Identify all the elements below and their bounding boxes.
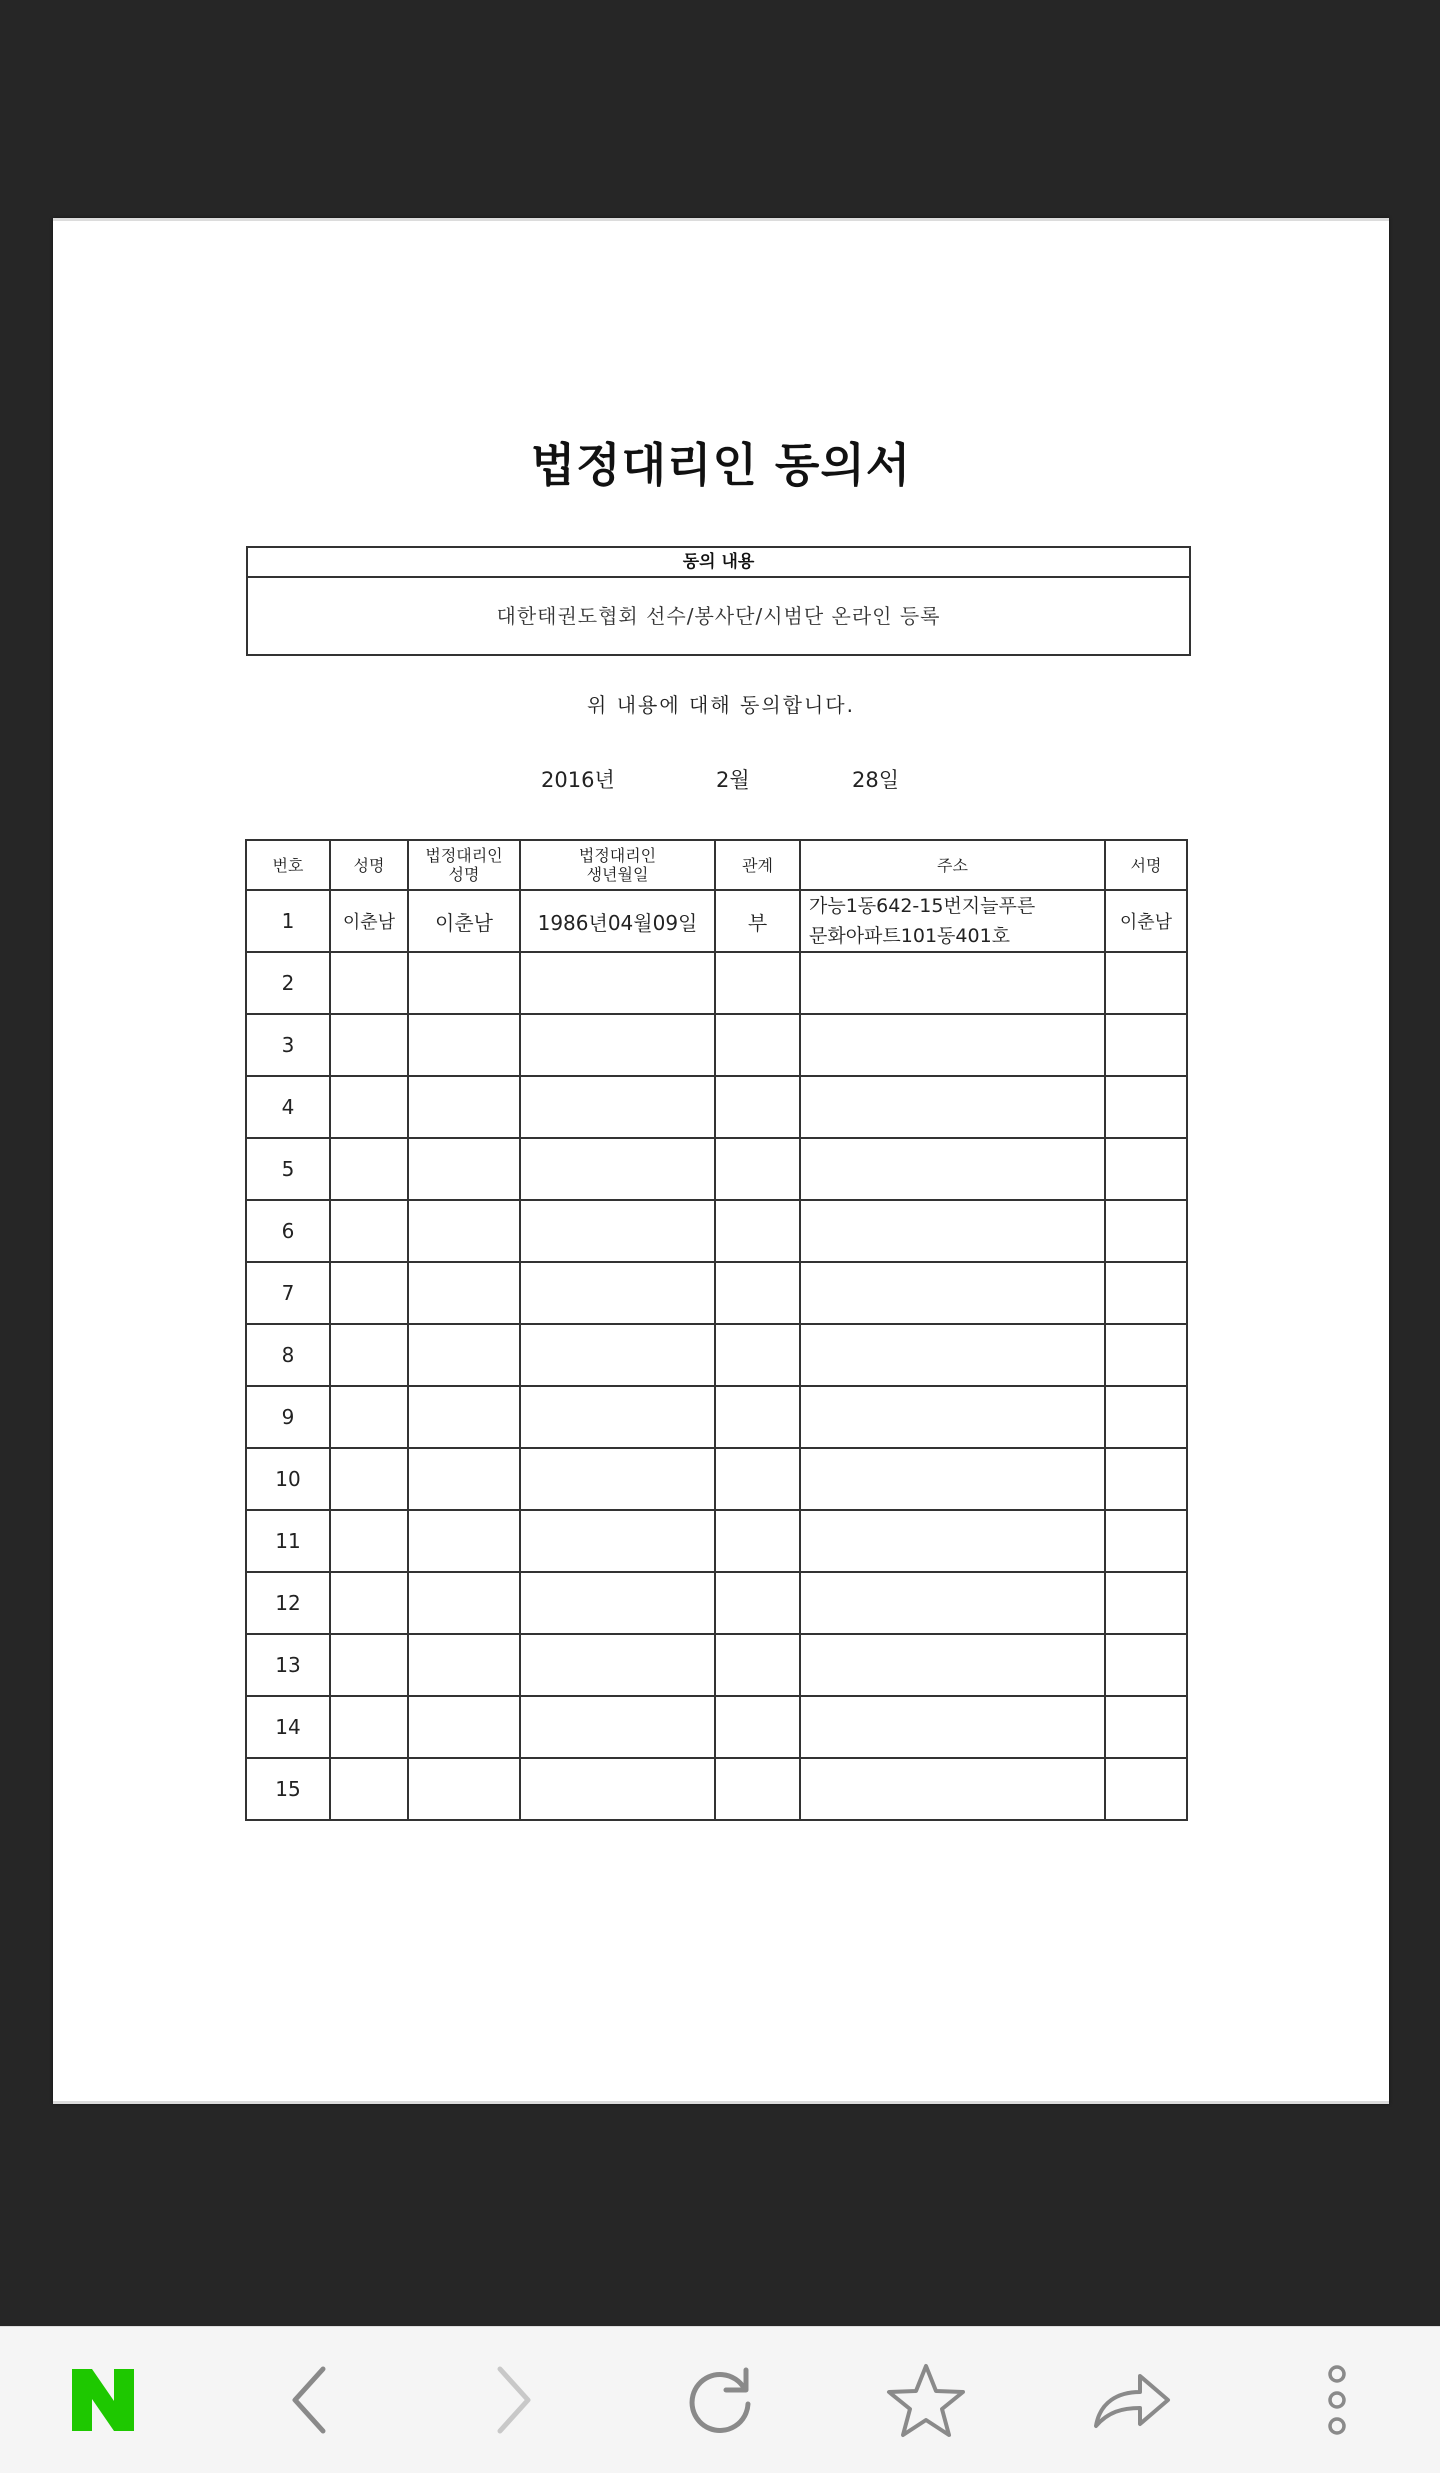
cell-address [800,1572,1105,1634]
cell-signature [1105,1572,1187,1634]
cell-address [800,1200,1105,1262]
table-row [246,1758,1187,1820]
cell-student-name [330,1572,408,1634]
cell-signature [1105,1758,1187,1820]
cell-guardian-name [408,1200,520,1262]
cell-guardian-name [408,1262,520,1324]
cell-relation [715,1386,800,1448]
cell-signature [1105,1696,1187,1758]
cell-signature [1105,1324,1187,1386]
cell-address [800,1386,1105,1448]
cell-relation [715,1014,800,1076]
cell-address [800,1510,1105,1572]
col-guardian-birth-header: 법정대리인 생년월일 [520,840,715,890]
cell-relation [715,1324,800,1386]
cell-relation: 부 [715,890,800,952]
col-guardian-name-header: 법정대리인 성명 [408,840,520,890]
cell-address [800,1138,1105,1200]
cell-relation [715,1572,800,1634]
cell-guardian-name [408,1448,520,1510]
cell-relation [715,1634,800,1696]
cell-signature [1105,1200,1187,1262]
cell-relation [715,1138,800,1200]
cell-row-number: 9 [246,1386,330,1448]
refresh-button[interactable] [660,2340,780,2460]
cell-guardian-birthdate [520,1014,715,1076]
col-signature-header: 서명 [1105,840,1187,890]
cell-student-name [330,1014,408,1076]
back-button[interactable] [249,2340,369,2460]
cell-guardian-birthdate [520,1634,715,1696]
cell-guardian-birthdate [520,1758,715,1820]
agree-statement: 위 내용에 대해 동의합니다. [587,693,855,717]
table-row [246,890,1187,952]
cell-guardian-birthdate [520,1138,715,1200]
table-row [246,1572,1187,1634]
document-page [53,218,1389,2104]
cell-guardian-birthdate [520,1696,715,1758]
cell-signature [1105,1076,1187,1138]
table-row [246,1076,1187,1138]
cell-relation [715,1448,800,1510]
cell-guardian-name [408,1138,520,1200]
cell-guardian-name [408,1324,520,1386]
cell-relation [715,1758,800,1820]
cell-guardian-name [408,1076,520,1138]
cell-row-number: 1 [246,890,330,952]
cell-address [800,1262,1105,1324]
cell-row-number: 12 [246,1572,330,1634]
table-row [246,1510,1187,1572]
table-row [246,1448,1187,1510]
cell-row-number: 5 [246,1138,330,1200]
cell-row-number: 14 [246,1696,330,1758]
cell-guardian-birthdate [520,1386,715,1448]
forward-arrow-icon [492,2365,536,2435]
cell-relation [715,1510,800,1572]
share-button[interactable] [1071,2340,1191,2460]
cell-signature [1105,1448,1187,1510]
cell-student-name [330,1138,408,1200]
cell-row-number: 4 [246,1076,330,1138]
table-row [246,1324,1187,1386]
date-day: 28일 [852,768,900,792]
cell-address [800,1448,1105,1510]
col-name-header: 성명 [330,840,408,890]
cell-student-name: 이춘남 [330,890,408,952]
cell-guardian-name: 이춘남 [408,890,520,952]
table-body [246,890,1187,1820]
cell-guardian-name [408,1572,520,1634]
bookmark-button[interactable] [866,2340,986,2460]
cell-address [800,1014,1105,1076]
cell-address [800,1696,1105,1758]
cell-address: 가능1동642-15번지늘푸른 문화아파트101동401호 [800,890,1105,952]
cell-student-name [330,1510,408,1572]
cell-guardian-birthdate [520,1448,715,1510]
table-row [246,1696,1187,1758]
guardian-table [245,839,1188,1821]
date-month: 2월 [716,768,750,792]
cell-signature [1105,1014,1187,1076]
cell-guardian-birthdate [520,1262,715,1324]
cell-row-number: 7 [246,1262,330,1324]
cell-student-name [330,1324,408,1386]
col-number-header: 번호 [246,840,330,890]
cell-student-name [330,1448,408,1510]
consent-box [246,546,1191,656]
cell-signature [1105,1634,1187,1696]
cell-guardian-birthdate: 1986년04월09일 [520,890,715,952]
cell-student-name [330,1386,408,1448]
cell-guardian-birthdate [520,952,715,1014]
cell-row-number: 13 [246,1634,330,1696]
naver-home-icon [68,2367,138,2433]
cell-guardian-birthdate [520,1510,715,1572]
cell-student-name [330,1758,408,1820]
cell-guardian-name [408,952,520,1014]
cell-student-name [330,1696,408,1758]
cell-row-number: 3 [246,1014,330,1076]
cell-guardian-name [408,1510,520,1572]
share-icon [1090,2368,1172,2432]
naver-home-button[interactable] [43,2340,163,2460]
cell-student-name [330,1200,408,1262]
forward-button[interactable] [454,2340,574,2460]
cell-student-name [330,1262,408,1324]
cell-signature [1105,1262,1187,1324]
cell-address [800,1324,1105,1386]
cell-address [800,952,1105,1014]
table-row [246,1138,1187,1200]
table-row [246,1014,1187,1076]
cell-relation [715,1262,800,1324]
cell-row-number: 10 [246,1448,330,1510]
cell-guardian-name [408,1014,520,1076]
col-relation-header: 관계 [715,840,800,890]
cell-row-number: 6 [246,1200,330,1262]
bookmark-star-icon [886,2362,966,2438]
col-address-header: 주소 [800,840,1105,890]
cell-row-number: 15 [246,1758,330,1820]
cell-relation [715,1200,800,1262]
cell-guardian-birthdate [520,1200,715,1262]
cell-student-name [330,952,408,1014]
cell-signature [1105,1510,1187,1572]
cell-row-number: 11 [246,1510,330,1572]
table-row [246,1634,1187,1696]
cell-signature [1105,952,1187,1014]
table-row [246,952,1187,1014]
table-row [246,1262,1187,1324]
refresh-icon [682,2362,758,2438]
browser-toolbar [0,2326,1440,2473]
table-row [246,1200,1187,1262]
cell-guardian-birthdate [520,1572,715,1634]
cell-guardian-name [408,1386,520,1448]
cell-address [800,1076,1105,1138]
consent-text: 대한태권도협회 선수/봉사단/시범단 온라인 등록 [496,604,941,628]
cell-relation [715,1076,800,1138]
cell-relation [715,1696,800,1758]
more-menu-button[interactable] [1277,2340,1397,2460]
cell-guardian-name [408,1758,520,1820]
cell-guardian-birthdate [520,1324,715,1386]
cell-signature: 이춘남 [1105,890,1187,952]
table-header-row [246,840,1187,890]
date-year: 2016년 [541,768,615,792]
cell-guardian-birthdate [520,1076,715,1138]
cell-address [800,1634,1105,1696]
cell-student-name [330,1634,408,1696]
cell-row-number: 2 [246,952,330,1014]
cell-student-name [330,1076,408,1138]
more-menu-icon [1325,2364,1349,2436]
back-arrow-icon [287,2365,331,2435]
cell-signature [1105,1138,1187,1200]
cell-address [800,1758,1105,1820]
consent-header: 동의 내용 [248,548,1189,578]
cell-relation [715,952,800,1014]
cell-row-number: 8 [246,1324,330,1386]
table-row [246,1386,1187,1448]
cell-signature [1105,1386,1187,1448]
cell-guardian-name [408,1634,520,1696]
document-title: 법정대리인 동의서 [530,438,912,492]
cell-guardian-name [408,1696,520,1758]
